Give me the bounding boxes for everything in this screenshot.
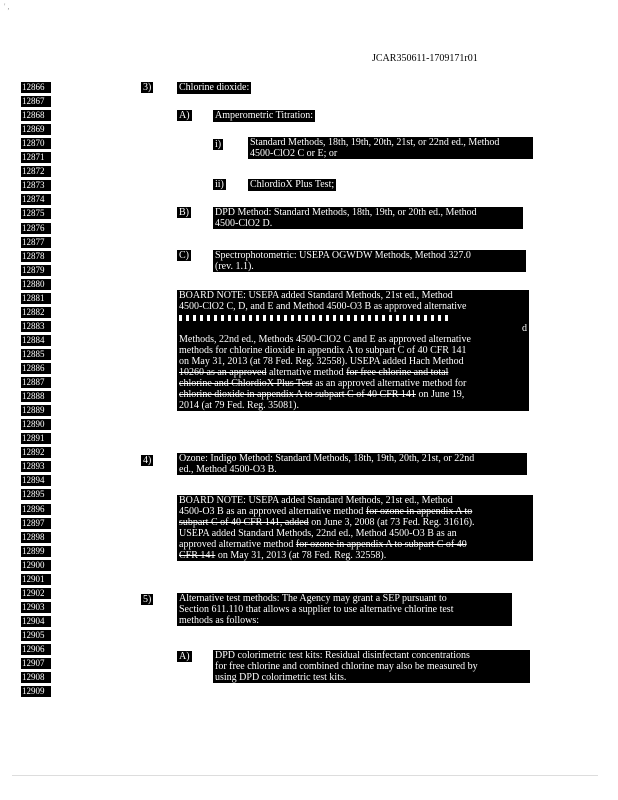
line-number: 12868 (21, 110, 51, 121)
text-fragment: on May 31, 2013 (at 78 Fed. Reg. 32558). (215, 550, 387, 561)
text-line: Ozone: Indigo Method: Standard Methods, 18th, 19th, 20th, 21st, or 22nd (179, 453, 475, 464)
line-number: 12901 (21, 574, 51, 585)
text-line (179, 550, 531, 561)
page-bottom-rule (12, 775, 598, 776)
text-line (179, 506, 531, 517)
line-number: 12892 (21, 447, 51, 458)
item-text-dpd-colorimetric (213, 650, 530, 683)
document-id: JCAR350611-1709171r01 (372, 53, 478, 64)
line-number: 12881 (21, 293, 51, 304)
board-note-ozone (177, 495, 533, 561)
line-number: 12909 (21, 686, 51, 697)
line-number: 12873 (21, 180, 51, 191)
line-number: 12887 (21, 377, 51, 388)
item-heading-chlorine-dioxide: Chlorine dioxide: (179, 82, 250, 93)
line-number: 12891 (21, 433, 51, 444)
line-number: 12902 (21, 588, 51, 599)
text-fragment: approved alternative method (179, 539, 296, 550)
text-fragment: alternative method (266, 367, 347, 378)
struck-text: 10260 as an approved (179, 367, 267, 378)
line-number: 12888 (21, 391, 51, 402)
text-line: USEPA added Standard Methods, 22nd ed., Method 4500-O3 B as an (179, 528, 457, 539)
line-number: 12904 (21, 616, 51, 627)
line-number: 12890 (21, 419, 51, 430)
text-line: Spectrophotometric: USEPA OGWDW Methods, Method 327.0 (215, 250, 471, 261)
text-line: Section 611.110 that allows a supplier to use alternative chlorine test (179, 604, 454, 615)
line-number: 12906 (21, 644, 51, 655)
line-number: 12896 (21, 504, 51, 515)
struck-text: for free chlorine and total (346, 367, 449, 378)
board-note-chlorine-dioxide (177, 290, 529, 411)
text-line: DPD Method: Standard Methods, 18th, 19th, or 20th ed., Method (215, 207, 477, 218)
struck-text: CFR 141 (179, 550, 216, 561)
item-text-dpd-method (213, 207, 523, 229)
text-line: 2014 (at 79 Fed. Reg. 35081). (179, 400, 299, 411)
line-number: 12905 (21, 630, 51, 641)
item-marker-A: A) (179, 110, 190, 121)
text-line (179, 517, 531, 528)
obscured-line (179, 323, 527, 334)
item-text-ozone (177, 453, 527, 475)
text-fragment: 4500-O3 B as an approved alternative method (179, 506, 366, 517)
struck-text: chlorine dioxide in appendix A to subpart C of 40 CFR 141 (179, 389, 416, 400)
text-line (179, 378, 527, 389)
line-number: 12894 (21, 475, 51, 486)
line-number: 12878 (21, 251, 51, 262)
text-fragment: d (522, 323, 527, 334)
item-marker-C: C) (179, 250, 189, 261)
line-number: 12871 (21, 152, 51, 163)
text-line: for free chlorine and combined chlorine may also be measured by (215, 661, 478, 672)
line-number: 12907 (21, 658, 51, 669)
line-number: 12898 (21, 532, 51, 543)
line-number: 12869 (21, 124, 51, 135)
text-line (179, 389, 527, 400)
text-line: BOARD NOTE: USEPA added Standard Methods, 21st ed., Method (179, 495, 453, 506)
line-number: 12885 (21, 349, 51, 360)
text-line: (rev. 1.1). (215, 261, 254, 272)
item-text-spectrophotometric (213, 250, 526, 272)
line-number: 12870 (21, 138, 51, 149)
text-line: methods as follows: (179, 615, 259, 626)
line-number: 12866 (21, 82, 51, 93)
struck-text: chlorine and ChlordioX Plus Test (179, 378, 313, 389)
struck-text: subpart C of 40 CFR 141, added (179, 517, 309, 528)
line-number: 12897 (21, 518, 51, 529)
struck-text: for ozone in appendix A to subpart C of 40 (295, 539, 467, 550)
line-number: 12889 (21, 405, 51, 416)
line-number: 12880 (21, 279, 51, 290)
text-line: Methods, 22nd ed., Methods 4500-ClO2 C and E as approved alternative (179, 334, 471, 345)
line-number: 12874 (21, 194, 51, 205)
text-line: 4500-ClO2 C or E; or (250, 148, 338, 159)
line-number: 12908 (21, 672, 51, 683)
item-marker-4: 4) (143, 455, 152, 466)
line-number: 12877 (21, 237, 51, 248)
struck-text: for ozone in appendix A to (365, 506, 473, 517)
line-number: 12884 (21, 335, 51, 346)
line-number: 12867 (21, 96, 51, 107)
text-line: BOARD NOTE: USEPA added Standard Methods, 21st ed., Method (179, 290, 453, 301)
text-fragment: on June 19, (415, 389, 465, 400)
text-line: Alternative test methods: The Agency may grant a SEP pursuant to (179, 593, 447, 604)
item-heading-amperometric: Amperometric Titration: (215, 110, 314, 121)
item-text-alternative-methods (177, 593, 512, 626)
text-line (179, 539, 531, 550)
line-number: 12883 (21, 321, 51, 332)
text-line: 4500-ClO2 D. (215, 218, 273, 229)
text-line: DPD colorimetric test kits: Residual disinfectant concentrations (215, 650, 470, 661)
item-marker-3: 3) (143, 82, 152, 93)
text-line: 4500-ClO2 C, D, and E and Method 4500-O3 B as approved alternative (179, 301, 467, 312)
text-line: on May 31, 2013 (at 78 Fed. Reg. 32558). USEPA added Hach Method (179, 356, 464, 367)
item-text-standard-methods-i (248, 137, 533, 159)
line-number: 12893 (21, 461, 51, 472)
line-number: 12882 (21, 307, 51, 318)
item-marker-B: B) (179, 207, 189, 218)
item-marker-A-5: A) (179, 651, 190, 662)
item-marker-i: i) (215, 139, 222, 150)
item-text-chlordiox: ChlordioX Plus Test; (250, 179, 335, 190)
text-line: using DPD colorimetric test kits. (215, 672, 347, 683)
text-line: Standard Methods, 18th, 19th, 20th, 21st, or 22nd ed., Method (250, 137, 500, 148)
text-line: methods for chlorine dioxide in appendix A to subpart C of 40 CFR 141 (179, 345, 467, 356)
line-number: 12886 (21, 363, 51, 374)
line-number: 12900 (21, 560, 51, 571)
text-line: ed., Method 4500-O3 B. (179, 464, 277, 475)
text-fragment: on June 3, 2008 (at 73 Fed. Reg. 31616). (308, 517, 475, 528)
line-number: 12895 (21, 489, 51, 500)
line-number: 12872 (21, 166, 51, 177)
text-line (179, 367, 527, 378)
obscured-line (179, 312, 527, 323)
corner-mark: ' , (4, 2, 10, 11)
line-number: 12879 (21, 265, 51, 276)
item-marker-5: 5) (143, 594, 152, 605)
line-number: 12903 (21, 602, 51, 613)
line-number: 12876 (21, 223, 51, 234)
item-marker-ii: ii) (215, 179, 224, 190)
text-fragment: as an approved alternative method for (312, 378, 467, 389)
line-number: 12899 (21, 546, 51, 557)
line-number: 12875 (21, 208, 51, 219)
